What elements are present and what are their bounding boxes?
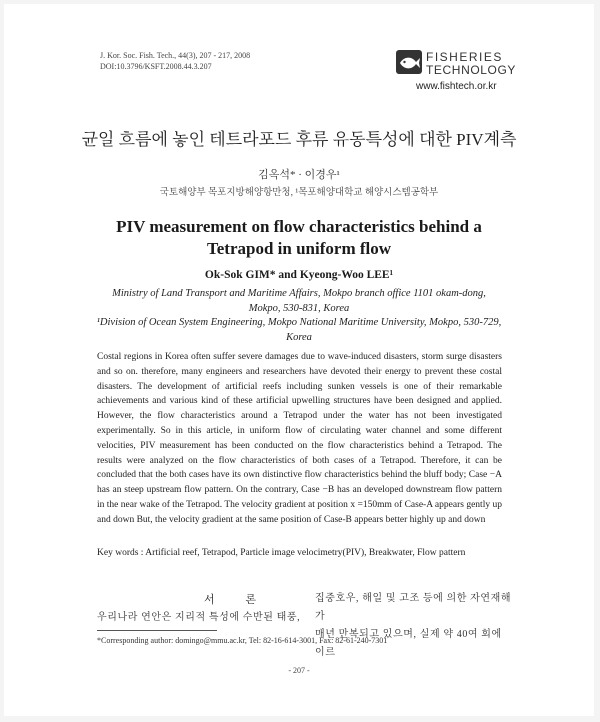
korean-title: 균일 흐름에 놓인 테트라포드 후류 유동특성에 대한 PIV계측 <box>81 130 517 149</box>
affiliation-line3: ¹Division of Ocean System Engineering, Mokpo National Maritime University, Mokpo, 530-729, Korea <box>96 317 502 343</box>
logo-text-technology: TECHNOLOGY <box>426 63 517 77</box>
journal-url[interactable]: www.fishtech.or.kr <box>416 81 497 92</box>
abstract-text: Costal regions in Korea often suffer severe damages due to wave-induced disasters, storm surge disasters and so on. therefore, many engineers and researchers have devoted their energy to prevent these costal disasters. The development of artificial reefs including sunken vessels is one of their remarkable achievements and various kind of these artificial upwelling structures have been designed and applied. However, the flow characteristics around a Tetrapod under the water has not been investigated experimentally. So in this article, in uniform flow of circulating water channel and some different velocities, PIV measurement has been conducted on the flow characteristics behind a Tetrapod. The results were analyzed on the flow characteristics of both cases of a Tetrapod. Therefore, it can be concluded that the both cases have its own distinctive flow characteristics behind the bluff body; Case −A has an steep upstream flow pattern. On the contrary, Case −B has an developed downstream flow pattern in the near wake of the Tetrapod. The velocity gradient at position x =150mm of Case-A appears gently up and down But, the velocity gradient at the same position of Case-B appears better highly up and down <box>97 352 502 525</box>
korean-affiliation: 국토해양부 목포지방해양항만청, ¹목포해양대학교 해양시스템공학부 <box>159 188 439 198</box>
intro-right-line2: 매년 만복되고 있으며, 실제 약 40여 회에 이르 <box>315 629 502 658</box>
intro-right-column-text <box>315 590 515 662</box>
keywords: Key words : Artificial reef, Tetrapod, Particle image velocimetry(PIV), Breakwater, Flow pattern <box>97 548 466 558</box>
journal-citation: J. Kor. Soc. Fish. Tech., 44(3), 207 - 217, 2008 <box>100 51 251 60</box>
journal-doi: DOI:10.3796/KSFT.2008.44.3.207 <box>100 62 212 71</box>
footnote-divider <box>97 630 217 631</box>
page-number: - 207 - <box>288 666 310 675</box>
intro-right-line1: 집중호우, 해일 및 고조 등에 의한 자연재해가 <box>315 593 512 622</box>
paper-page <box>4 4 594 716</box>
affiliation-line2: Mokpo, 530-831, Korea <box>248 302 350 314</box>
english-affiliation <box>84 287 514 345</box>
logo-text-fisheries: FISHERIES <box>426 50 503 64</box>
section-heading-introduction: 서 론 <box>204 594 271 606</box>
intro-left-column-text: 우리나라 연안은 지리적 특성에 수반된 태풍, <box>97 612 301 623</box>
english-authors: Ok-Sok GIM* and Kyeong-Woo LEE¹ <box>204 269 394 281</box>
english-title-line2: Tetrapod in uniform flow <box>206 239 392 258</box>
corresponding-author-footnote: *Corresponding author: domingo@mmu.ac.kr, Tel: 82-16-614-3001, Fax: 82-61-240-7301 <box>97 636 388 645</box>
affiliation-line1: Ministry of Land Transport and Maritime Affairs, Mokpo branch office 1101 okam-dong, <box>112 288 486 299</box>
fish-logo-icon <box>396 50 422 74</box>
korean-authors: 김옥석* · 이경우¹ <box>258 169 340 181</box>
english-title <box>64 216 534 260</box>
journal-logo <box>396 48 517 100</box>
english-title-line1: PIV measurement on flow characteristics behind a <box>116 217 482 236</box>
journal-reference <box>100 50 250 72</box>
